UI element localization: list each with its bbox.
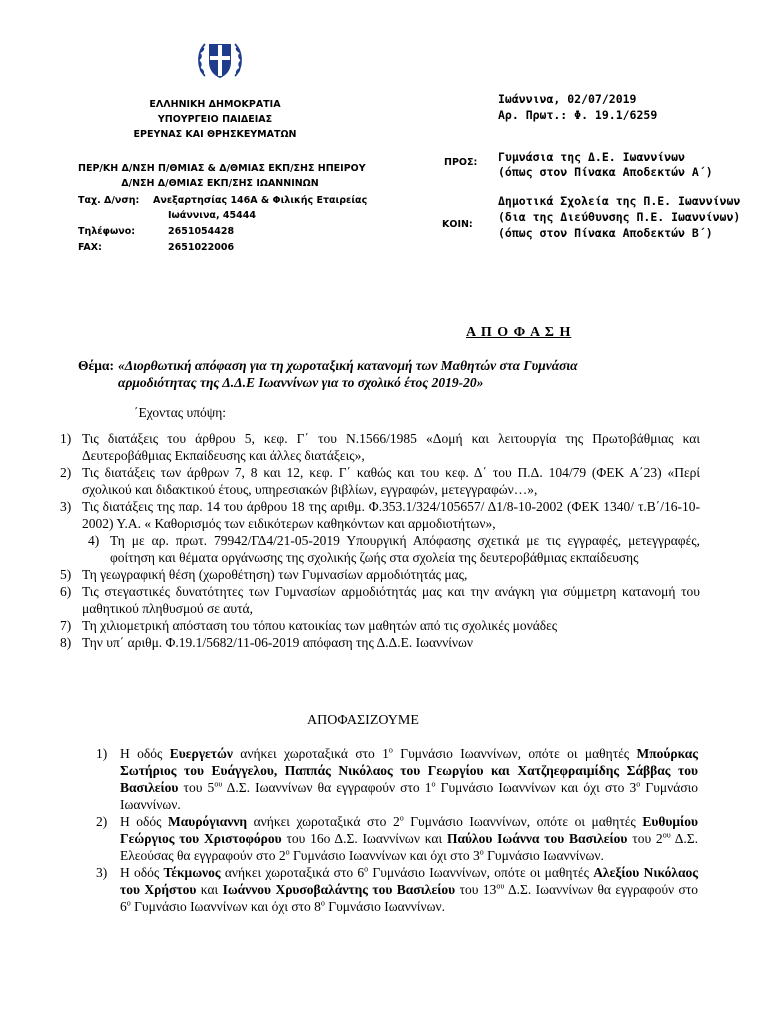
greek-coat-of-arms-emblem	[195, 36, 245, 84]
fax-value: 2651022006	[168, 242, 235, 253]
cc-recipient-2: (δια της Διεύθυνσης Π.Ε. Ιωαννίνων)	[498, 210, 741, 224]
cc-label: ΚΟΙΝ:	[442, 219, 473, 230]
street-name: Μαυρόγιαννη	[168, 814, 248, 829]
ministry-heading: ΥΠΟΥΡΓΕΙΟ ΠΑΙΔΕΙΑΣ	[157, 114, 273, 125]
street-name: Τέκμωνος	[163, 865, 221, 880]
protocol-number: Αρ. Πρωτ.: Φ. 19.1/6259	[498, 108, 658, 122]
list-item: 1) Η οδός Ευεργετών ανήκει χωροταξικά στο $1^o$ Γυμνάσιο Ιωαννίνων, οπότε οι μαθητές Μπούρκας Σωτήριος του Ευάγγελου, Παππάς Νικόλαος του Γεωργίου και Χατζηεφραιμίδης Σάββας του Βασιλείου του $5^{o\upsilon}$ Δ.Σ. Ιωαννίνων θα εγγραφούν στο $1^o$ Γυμνάσιο Ιωαννίνων και όχι στο $3^o$ Γυμνάσιο Ιωαννίνων.	[96, 745, 698, 812]
list-item: 2) Τις διατάξεις των άρθρων 7, 8 και 12, κεφ. Γ΄ καθώς και του κεφ. Δ΄ του Π.Δ. 104/79 (ΦΕΚ Α΄23) «Περί σχολικού και διδακτικού έτους, υπηρεσιακών βιβλίων, εγγραφών, μετεγγραφών…»,	[60, 465, 700, 497]
decision-title: Α Π Ο Φ Α Σ Η	[466, 325, 572, 340]
to-recipient-2: (όπως στον Πίνακα Αποδεκτών Α΄)	[498, 165, 713, 179]
regional-directorate: ΠΕΡ/ΚΗ Δ/ΝΣΗ Π/ΘΜΙΑΣ & Δ/ΘΜΙΑΣ ΕΚΠ/ΣΗΣ ΗΠΕΙΡΟΥ	[78, 163, 366, 174]
list-item: 2) Η οδός Μαυρόγιαννη ανήκει χωροταξικά στο $2^o$ Γυμνάσιο Ιωαννίνων, οπότε οι μαθητές Ευθυμίου Γεώργιος του Χριστοφόρου του 16ο Δ.Σ. Ιωαννίνων και Παύλου Ιωάννα του Βασιλείου του $2^{o\upsilon}$ Δ.Σ. Ελεούσας θα εγγραφούν στο $2^o$ Γυμνάσιο Ιωαννίνων και όχι στο $3^o$ Γυμνάσιο Ιωαννίνων.	[96, 813, 699, 863]
address-value: Ανεξαρτησίας 146Α & Φιλικής Εταιρείας	[153, 195, 368, 206]
list-item: 5) Τη γεωγραφική θέση (χωροθέτηση) των Γυμνασίων αρμοδιότητάς μας,	[60, 567, 468, 582]
decide-heading: ΑΠΟΦΑΣΙΖΟΥΜΕ	[307, 713, 419, 728]
considering-heading: ΄Εχοντας υπόψη:	[134, 405, 227, 420]
republic-heading: ΕΛΛΗΝΙΚΗ ΔΗΜΟΚΡΑΤΙΑ	[149, 99, 281, 110]
student-name: Αλεξίου Νικόλαος του Χρήστου	[120, 865, 698, 897]
list-item: 3) Τις διατάξεις της παρ. 14 του άρθρου 18 της αριθμ. Φ.353.1/324/105657/ Δ1/8-10-2002 (ΦΕΚ 1340/ τ.Β΄/16-10-2002) Υ.Α. « Καθορισμός των ειδικότερων καθηκόντων και αρμοδιοτήτων»,	[60, 499, 700, 531]
list-item: 8) Την υπ΄ αριθμ. Φ.19.1/5682/11-06-2019 απόφαση της Δ.Δ.Ε. Ιωαννίνων	[60, 635, 473, 650]
to-recipient-1: Γυμνάσια της Δ.Ε. Ιωαννίνων	[498, 150, 685, 164]
student-name: Ευθυμίου Γεώργιος του Χριστοφόρου	[120, 814, 698, 846]
phone-value: 2651054428	[168, 226, 235, 237]
address-label: Ταχ. Δ/νση:	[78, 195, 140, 206]
ministry-heading-2: ΕΡΕΥΝΑΣ ΚΑΙ ΘΡΗΣΚΕΥΜΑΤΩΝ	[133, 129, 297, 140]
considerations-list	[60, 430, 700, 651]
list-item: 4) Τη με αρ. πρωτ. 79942/ΓΔ4/21-05-2019 Υπουργική Απόφασης σχετικά με τις εγγραφές, μετεγγραφές, φοίτηση και θέματα οργάνωσης της σχολικής ζωής στα σχολεία της δευτεροβάθμιας εκπαίδευσης	[88, 533, 700, 565]
cc-recipient-3: (όπως στον Πίνακα Αποδεκτών Β΄)	[498, 226, 713, 240]
subject-line-1: «Διορθωτική απόφαση για τη χωροταξική κατανομή των Μαθητών στα Γυμνάσια	[118, 358, 578, 373]
fax-label: FAX:	[78, 242, 102, 253]
list-item: 3) Η οδός Τέκμωνος ανήκει χωροταξικά στο $6^o$ Γυμνάσιο Ιωαννίνων, οπότε οι μαθητές Αλεξίου Νικόλαος του Χρήστου και Ιωάννου Χρυσοβαλάντης του Βασιλείου του $13^{o\upsilon}$ Δ.Σ. Ιωαννίνων θα εγγραφούν στο $6^o$ Γυμνάσιο Ιωαννίνων και όχι στο $8^o$ Γυμνάσιο Ιωαννίνων.	[96, 864, 698, 914]
student-name: Παύλου Ιωάννα του Βασιλείου	[446, 831, 628, 846]
street-name: Ευεργετών	[169, 746, 233, 761]
subject-label: Θέμα:	[78, 358, 114, 373]
student-name: Ιωάννου Χρυσοβαλάντης του Βασιλείου	[222, 882, 456, 897]
directorate-name: Δ/ΝΣΗ Δ/ΘΜΙΑΣ ΕΚΠ/ΣΗΣ ΙΩΑΝΝΙΝΩΝ	[121, 178, 319, 189]
list-item: 6) Τις στεγαστικές δυνατότητες των Γυμνασίων αρμοδιότητάς μας και την ανάγκη για σύμμετρη κατανομή του μαθητικού πληθυσμού σε αυτά,	[60, 584, 700, 616]
subject-line-2: αρμοδιότητας της Δ.Δ.Ε Ιωαννίνων για το σχολικό έτος 2019-20»	[118, 375, 484, 390]
phone-label: Τηλέφωνο:	[78, 226, 136, 237]
student-names: Μπούρκας Σωτήριος του Ευάγγελου, Παππάς Νικόλαος του Γεωργίου και Χατζηεφραιμίδης Σάββας του Βασιλείου	[120, 746, 698, 795]
list-item: 1) Τις διατάξεις του άρθρου 5, κεφ. Γ΄ του Ν.1566/1985 «Δομή και λειτουργία της Πρωτοβάθμιας και Δευτεροβάθμιας Εκπαίδευσης και άλλες διατάξεις»,	[60, 431, 700, 463]
list-item: 7) Τη χιλιομετρική απόσταση του τόπου κατοικίας των μαθητών από τις σχολικές μονάδες	[60, 618, 558, 633]
address-city: Ιωάννινα, 45444	[168, 210, 256, 221]
to-label: ΠΡΟΣ:	[444, 157, 478, 168]
decisions-list	[96, 745, 698, 915]
place-date: Ιωάννινα, 02/07/2019	[498, 92, 637, 106]
cc-recipient-1: Δημοτικά Σχολεία της Π.Ε. Ιωαννίνων	[498, 194, 741, 208]
